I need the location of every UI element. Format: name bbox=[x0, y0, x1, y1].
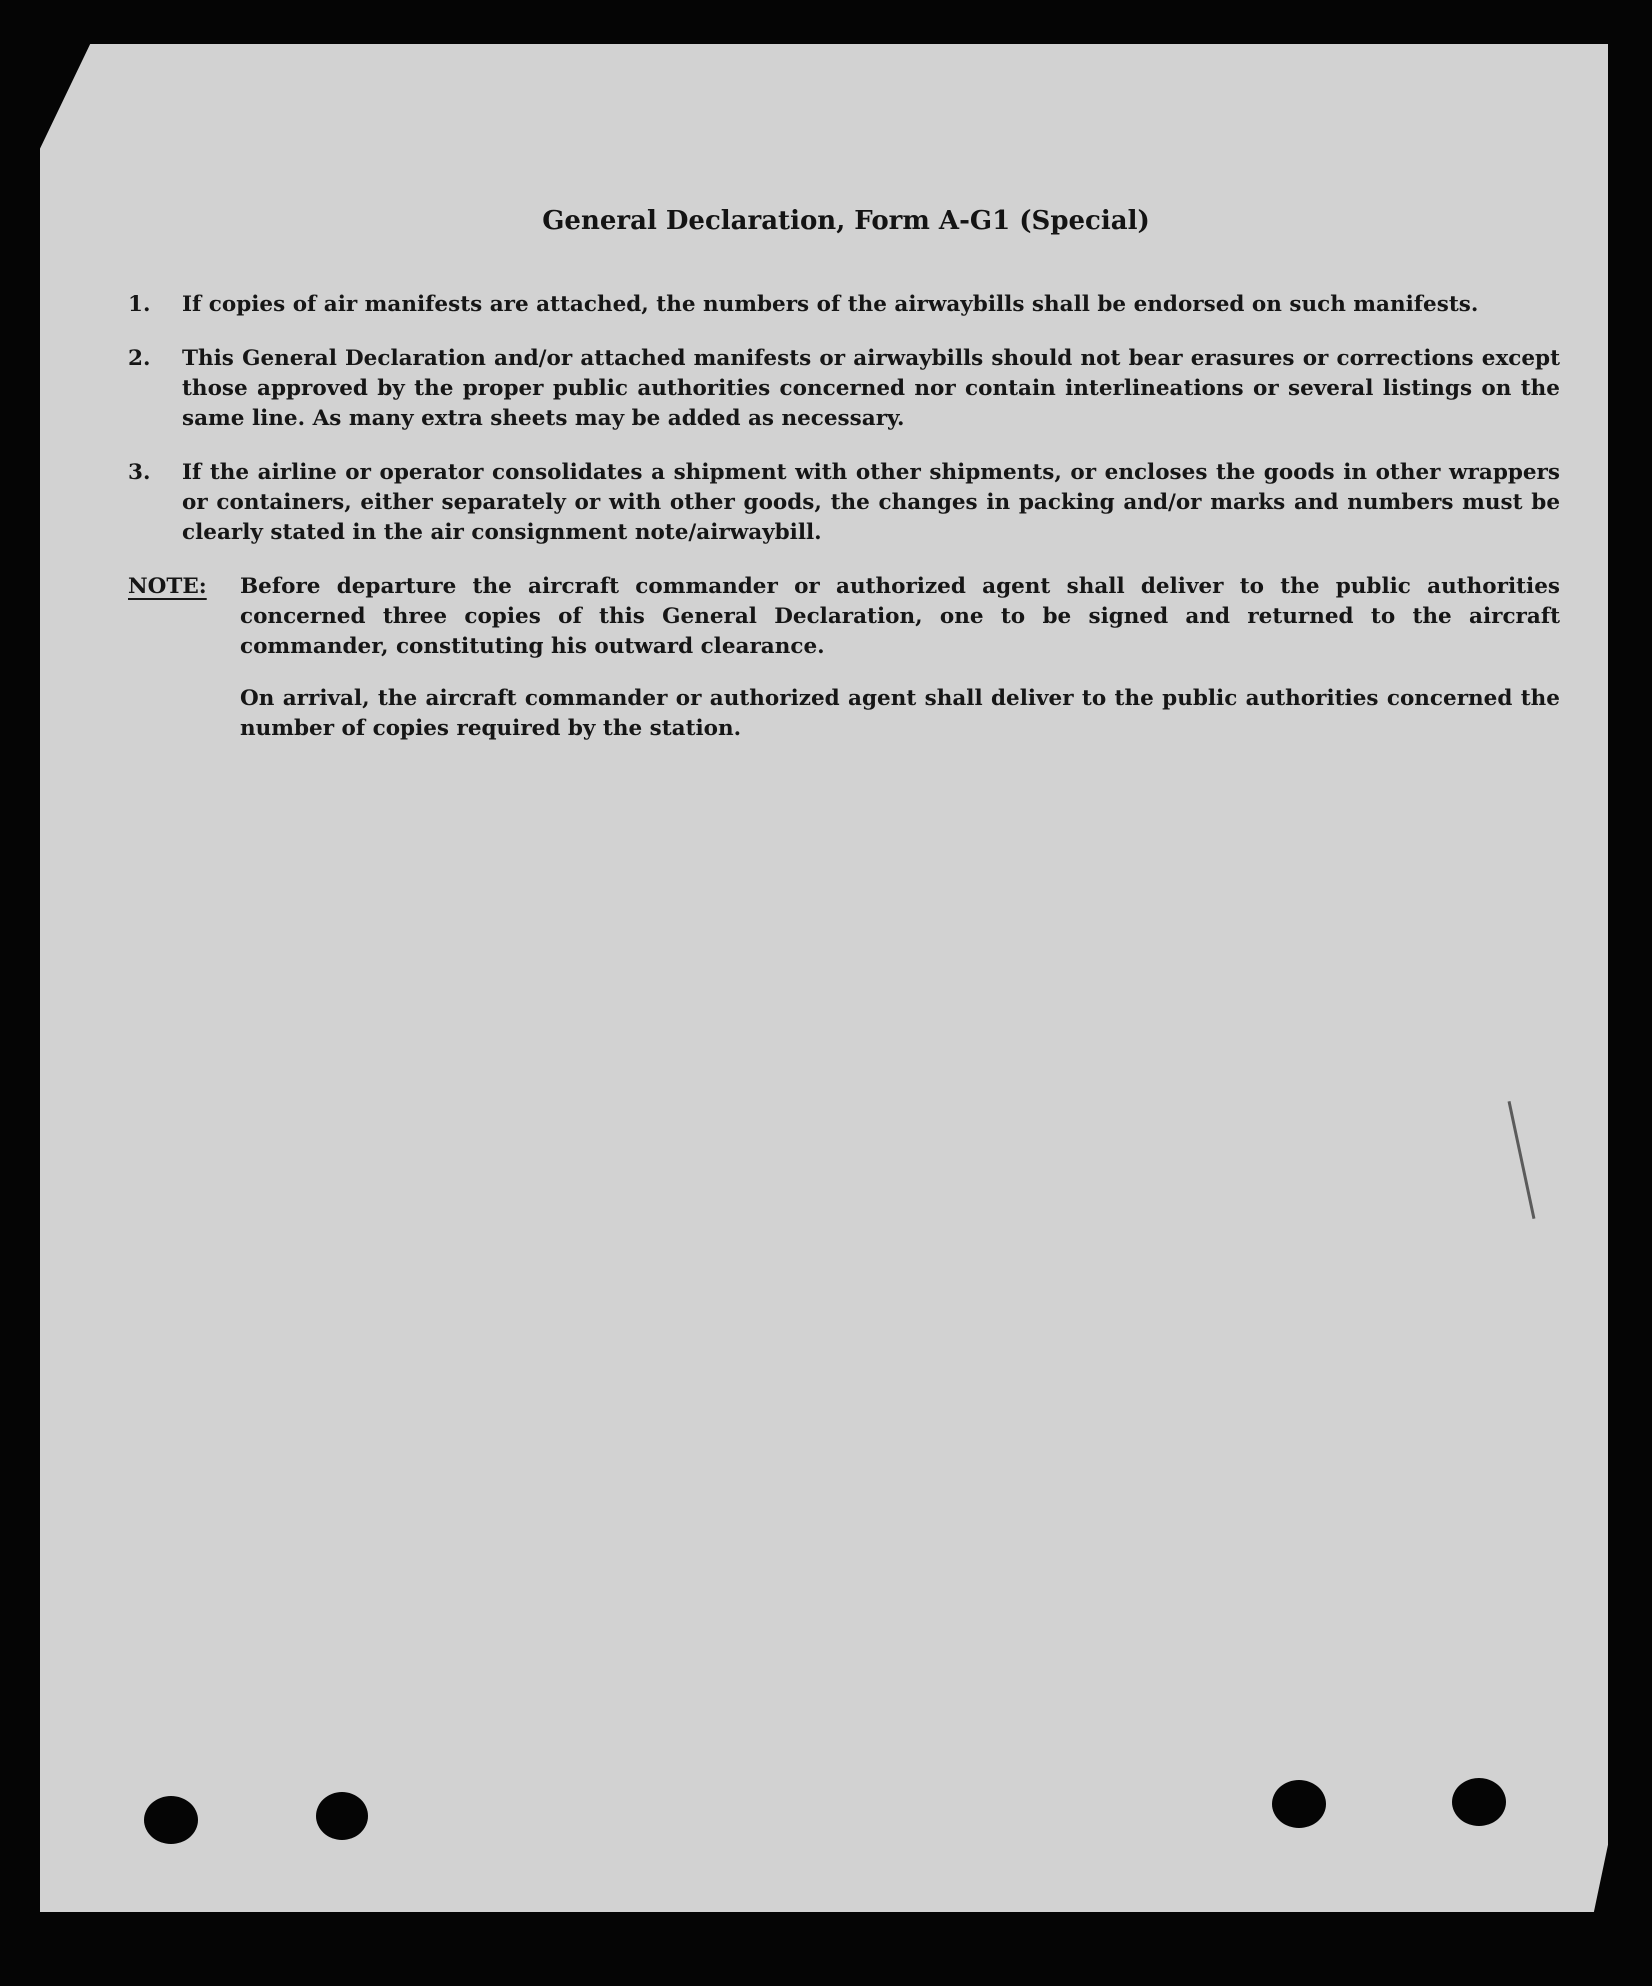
item-text: If the airline or operator consolidates a shipment with other shipments, or encloses the goods in other wrappers or containers, either separately or with other goods, the changes in packing and/or marks and numbers must be clearly stated in the air consignment note/airwaybill. bbox=[182, 460, 1560, 545]
note-paragraph: On arrival, the aircraft commander or authorized agent shall deliver to the public authorities concerned the number of copies required by the station. bbox=[240, 686, 1560, 741]
item-number: 3. bbox=[128, 460, 151, 485]
note-label: NOTE: bbox=[128, 574, 207, 599]
item-number: 1. bbox=[128, 292, 151, 317]
item-number: 2. bbox=[128, 346, 151, 371]
punch-hole bbox=[1452, 1778, 1506, 1826]
punch-hole bbox=[1272, 1780, 1326, 1828]
punch-hole bbox=[316, 1792, 368, 1840]
punch-hole bbox=[144, 1796, 198, 1844]
note-paragraph: Before departure the aircraft commander or authorized agent shall deliver to the public authorities concerned three copies of this General Declaration, one to be signed and returned to the aircraft commander, constituting his outward clearance. bbox=[240, 574, 1560, 659]
paper-sheet bbox=[40, 44, 1608, 1912]
item-text: This General Declaration and/or attached manifests or airwaybills should not bear erasures or corrections except those approved by the proper public authorities concerned nor contain interlineations or several listings on the same line. As many extra sheets may be added as necessary. bbox=[182, 346, 1560, 431]
document-title: General Declaration, Form A-G1 (Special) bbox=[542, 206, 1150, 236]
item-text: If copies of air manifests are attached, the numbers of the airwaybills shall be endorsed on such manifests. bbox=[182, 292, 1479, 317]
